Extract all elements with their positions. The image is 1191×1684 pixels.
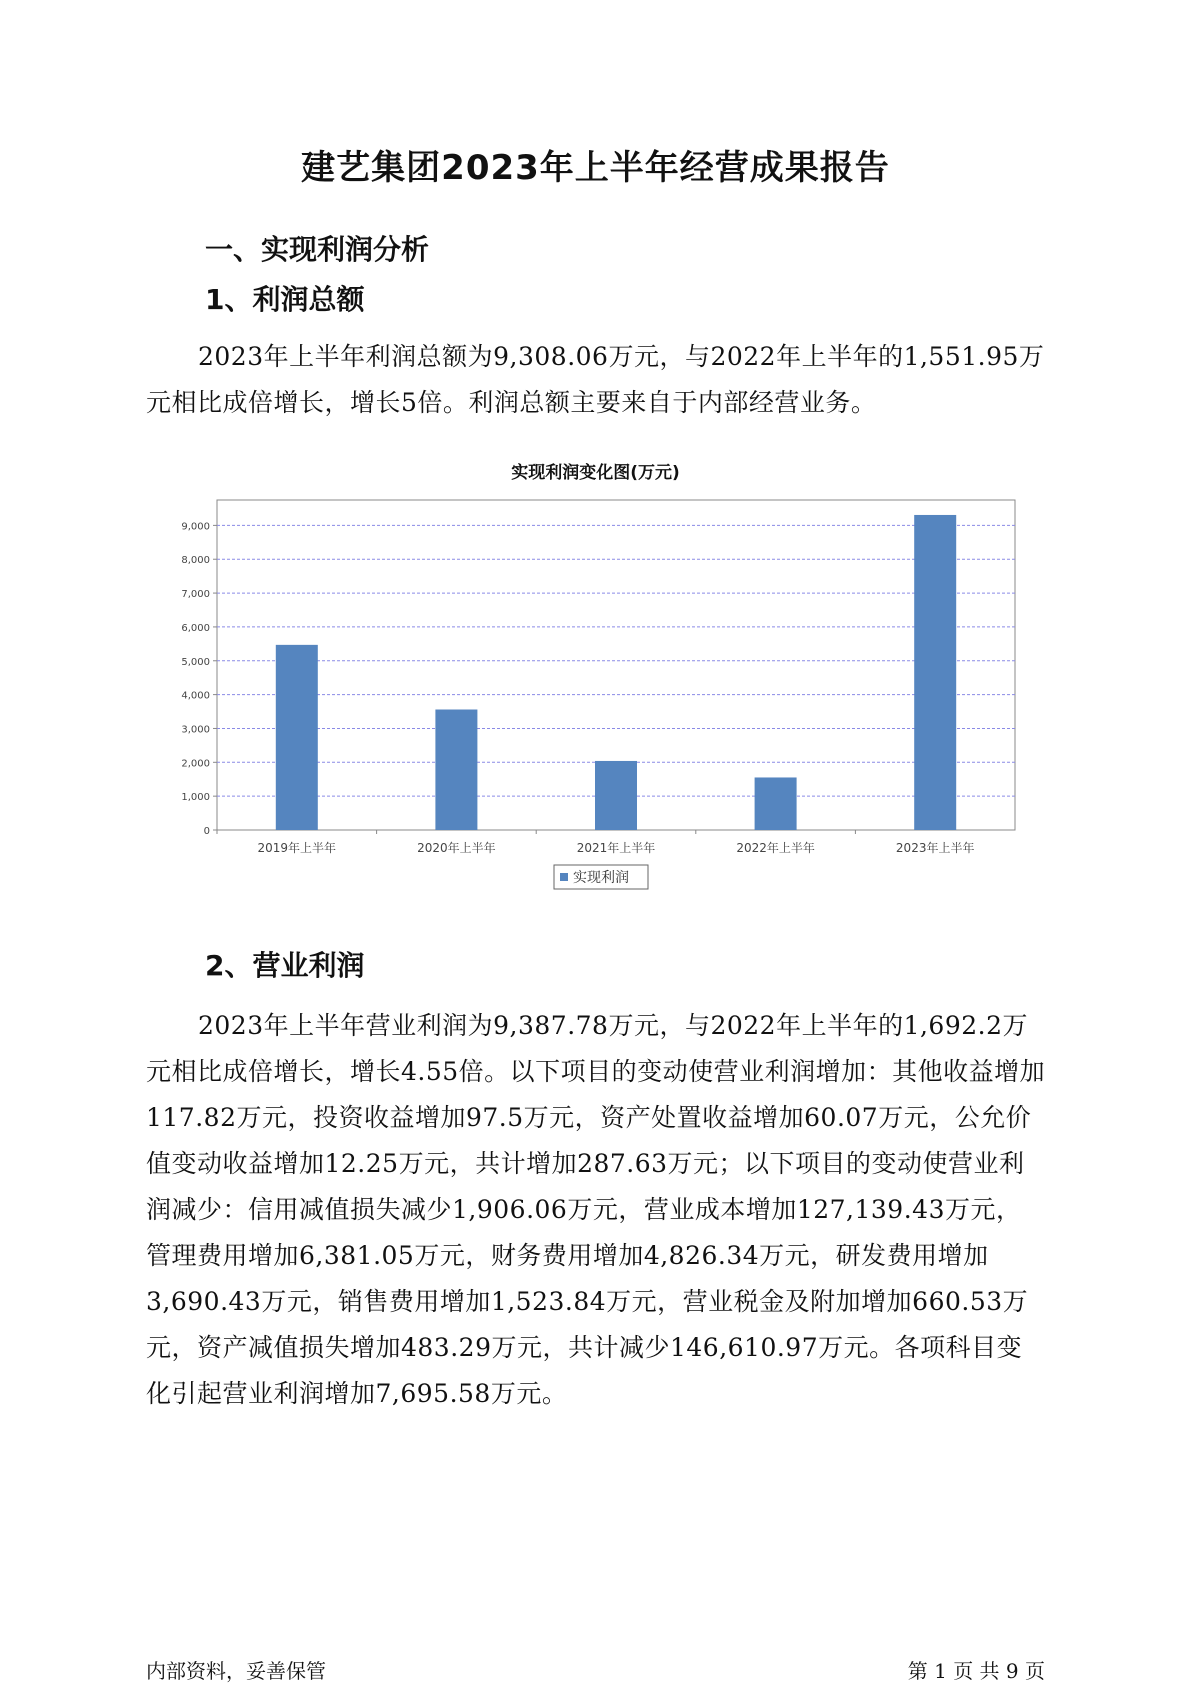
bar [435,710,477,830]
subheading-total-profit: 1、利润总额 [205,283,365,316]
y-tick-label: 8,000 [181,555,210,567]
section-heading-profit-analysis: 一、实现利润分析 [205,233,430,266]
bar [914,515,956,830]
bar [276,645,318,830]
subheading-operating-profit: 2、营业利润 [205,949,365,982]
x-tick-label: 2022年上半年 [736,841,815,855]
bar [595,761,637,830]
y-tick-label: 6,000 [181,622,210,634]
y-tick-label: 0 [203,826,210,837]
document-title: 建艺集团2023年上半年经营成果报告 [301,148,890,188]
legend-label: 实现利润 [573,870,629,886]
paragraph-operating-profit-text: 2023年上半年营业利润为9,387.78万元，与2022年上半年的1,692.2万元相比成倍增长，增长4.55倍。以下项目的变动使营业利润增加：其他收益增加117.82万元，投资收益增加97.5万元，资产处置收益增加60.07万元，公允价值变动收益增加12.25万元，共计增加287.63万元；以下项目的变动使营业利润减少：信用减值损失减少1,906.06万元，营业成本增加127,139.43万元，管理费用增加6,381.05万元，财务费用增加4,826.34万元，研发费用增加3,690.43万元，销售费用增加1,523.84万元，营业税金及附加增加660.53万元，资产减值损失增加483.29万元，共计减少146,610.97万元。各项科目变化引起营业利润增加7,695.58万元。 [146,1011,1046,1408]
y-tick-label: 7,000 [181,589,210,601]
x-tick-label: 2019年上半年 [257,841,337,855]
paragraph-operating-profit [146,1003,1046,1417]
footer-page-number: 第 1 页 共 9 页 [907,1659,1045,1683]
y-tick-label: 5,000 [181,656,210,668]
x-tick-label: 2021年上半年 [576,841,656,855]
profit-bar-chart [170,490,1030,890]
y-tick-label: 1,000 [181,792,210,804]
paragraph-total-profit-text: 2023年上半年利润总额为9,308.06万元，与2022年上半年的1,551.95万元相比成倍增长，增长5倍。利润总额主要来自于内部经营业务。 [146,342,1045,417]
x-tick-label: 2023年上半年 [895,841,975,855]
chart-title: 实现利润变化图(万元) [511,463,680,483]
footer-confidential-note: 内部资料，妥善保管 [146,1659,326,1683]
paragraph-total-profit [146,334,1046,426]
y-tick-label: 3,000 [181,724,210,736]
y-tick-label: 2,000 [181,758,210,770]
legend-swatch [560,873,568,881]
x-tick-label: 2020年上半年 [417,841,496,855]
y-tick-label: 4,000 [181,690,210,702]
bar [755,777,797,830]
y-tick-label: 9,000 [181,521,210,533]
